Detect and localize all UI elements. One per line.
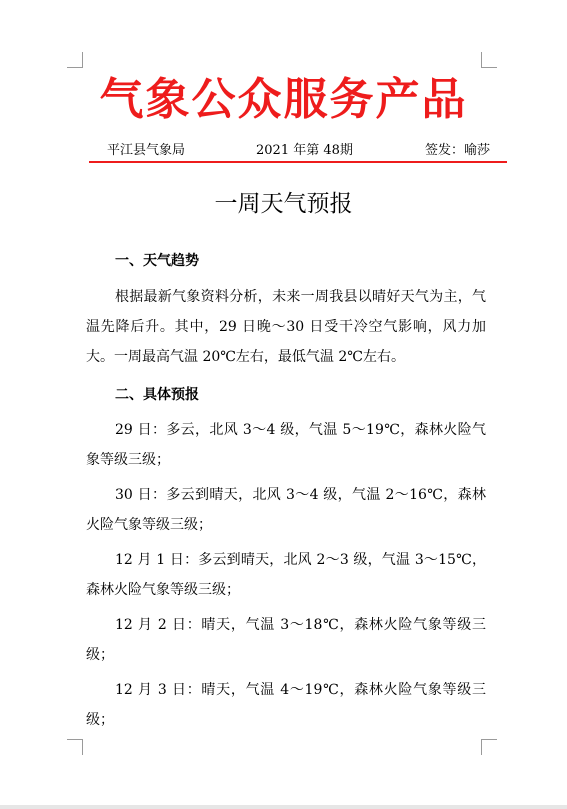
forecast-paragraph: 30 日：多云到晴天，北风 3～4 级，气温 2～16℃，森林火险气象等级三级； — [86, 487, 486, 533]
crop-mark-bottom-right — [481, 739, 497, 755]
banner-title: 气象公众服务产品 — [99, 74, 468, 125]
forecast-paragraph: 12 月 3 日：晴天，气温 4～19℃，森林火险气象等级三级； — [86, 682, 486, 728]
document-body — [86, 246, 486, 735]
issuer-label: 平江县气象局 — [107, 143, 186, 158]
forecast-paragraph: 29 日：多云，北风 3～4 级，气温 5～19℃，森林火险气象等级三级； — [86, 422, 486, 468]
crop-mark-top-left — [67, 52, 83, 68]
signer-label: 签发：喻莎 — [425, 143, 491, 158]
paragraph: 根据最新气象资料分析，未来一周我县以晴好天气为主，气温先降后升。其中，29 日晚～30 日受干冷空气影响，风力加大。一周最高气温 20℃左右，最低气温 2℃左右。 — [86, 289, 486, 365]
crop-mark-bottom-left — [67, 739, 83, 755]
header-divider — [89, 161, 507, 163]
forecast-paragraph: 12 月 1 日：多云到晴天，北风 2～3 级，气温 3～15℃，森林火险气象等级三级； — [86, 552, 486, 598]
issue-number: 2021 年第 48期 — [256, 143, 353, 158]
section-heading: 一、天气趋势 — [115, 253, 199, 269]
page-bottom-edge — [0, 805, 567, 809]
section-heading: 二、具体预报 — [115, 387, 199, 403]
forecast-paragraph: 12 月 2 日：晴天，气温 3～18℃，森林火险气象等级三级； — [86, 617, 486, 663]
crop-mark-top-right — [481, 52, 497, 68]
document-title: 一周天气预报 — [214, 191, 353, 217]
